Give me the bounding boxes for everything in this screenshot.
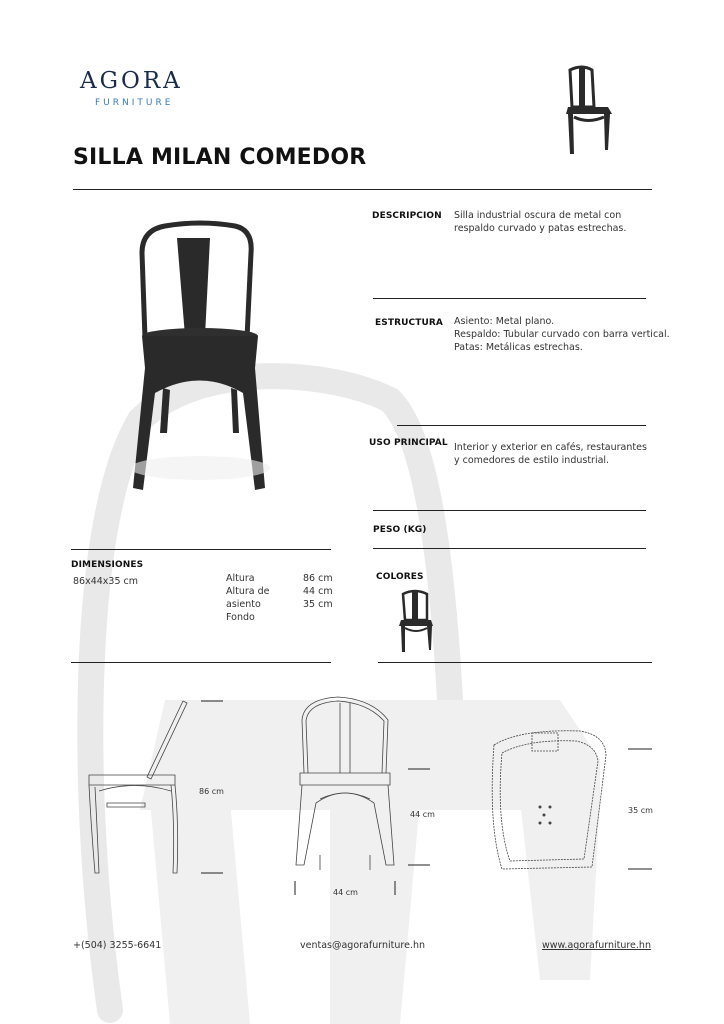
top-depth-label: 35 cm bbox=[628, 806, 653, 815]
top-view-drawing bbox=[480, 725, 655, 875]
brand-logo-subtitle: FURNITURE bbox=[95, 98, 174, 108]
dimensiones-label: DIMENSIONES bbox=[71, 560, 144, 570]
dimensiones-names bbox=[226, 572, 306, 624]
thumbnail-chair-image bbox=[560, 62, 620, 162]
side-height-label: 86 cm bbox=[199, 787, 224, 796]
estructura-text bbox=[454, 315, 684, 354]
main-chair-image bbox=[125, 218, 275, 498]
title-divider bbox=[73, 189, 652, 190]
colores-label: COLORES bbox=[376, 572, 424, 582]
descripcion-label: DESCRIPCION bbox=[372, 211, 442, 221]
footer-website-link[interactable]: www.agorafurniture.hn bbox=[542, 940, 651, 951]
uso-principal-text bbox=[454, 441, 664, 467]
front-view-drawing bbox=[290, 695, 435, 895]
dimension-value: 86 cm bbox=[303, 573, 333, 584]
dimension-name: Altura de bbox=[226, 586, 270, 597]
front-seat-height-label: 44 cm bbox=[410, 810, 435, 819]
brand-logo-name: AGORA bbox=[80, 68, 183, 94]
dimension-name: Fondo bbox=[226, 612, 255, 623]
front-width-label: 44 cm bbox=[333, 888, 358, 897]
dimensiones-bottom-divider bbox=[71, 662, 331, 663]
uso-principal-line: y comedores de estilo industrial. bbox=[454, 455, 610, 466]
estructura-label: ESTRUCTURA bbox=[375, 318, 443, 328]
dimensiones-values bbox=[303, 572, 343, 611]
uso-principal-divider bbox=[373, 510, 646, 511]
estructura-line: Respaldo: Tubular curvado con barra vertical. bbox=[454, 329, 670, 340]
dimension-name: asiento bbox=[226, 599, 261, 610]
peso-divider bbox=[373, 548, 646, 549]
dimension-name: Altura bbox=[226, 573, 255, 584]
dimension-value: 35 cm bbox=[303, 599, 333, 610]
dimensiones-top-divider bbox=[71, 549, 331, 550]
peso-label: PESO (KG) bbox=[373, 525, 427, 535]
dimension-value: 44 cm bbox=[303, 586, 333, 597]
descripcion-divider bbox=[373, 298, 646, 299]
uso-principal-line: Interior y exterior en cafés, restaurantes bbox=[454, 442, 647, 453]
descripcion-text bbox=[454, 209, 654, 235]
footer-email[interactable]: ventas@agorafurniture.hn bbox=[300, 940, 425, 951]
estructura-line: Patas: Metálicas estrechas. bbox=[454, 342, 583, 353]
descripcion-line: Silla industrial oscura de metal con bbox=[454, 210, 622, 221]
estructura-line: Asiento: Metal plano. bbox=[454, 316, 555, 327]
uso-principal-label: USO PRINCIPAL bbox=[369, 438, 448, 448]
estructura-divider bbox=[397, 425, 646, 426]
product-title: SILLA MILAN COMEDOR bbox=[73, 145, 367, 170]
footer-phone: +(504) 3255-6641 bbox=[73, 940, 162, 951]
dimensiones-summary: 86x44x35 cm bbox=[73, 576, 139, 587]
descripcion-line: respaldo curvado y patas estrechas. bbox=[454, 223, 627, 234]
color-swatch-black-chair bbox=[395, 588, 437, 656]
colores-divider bbox=[378, 662, 652, 663]
